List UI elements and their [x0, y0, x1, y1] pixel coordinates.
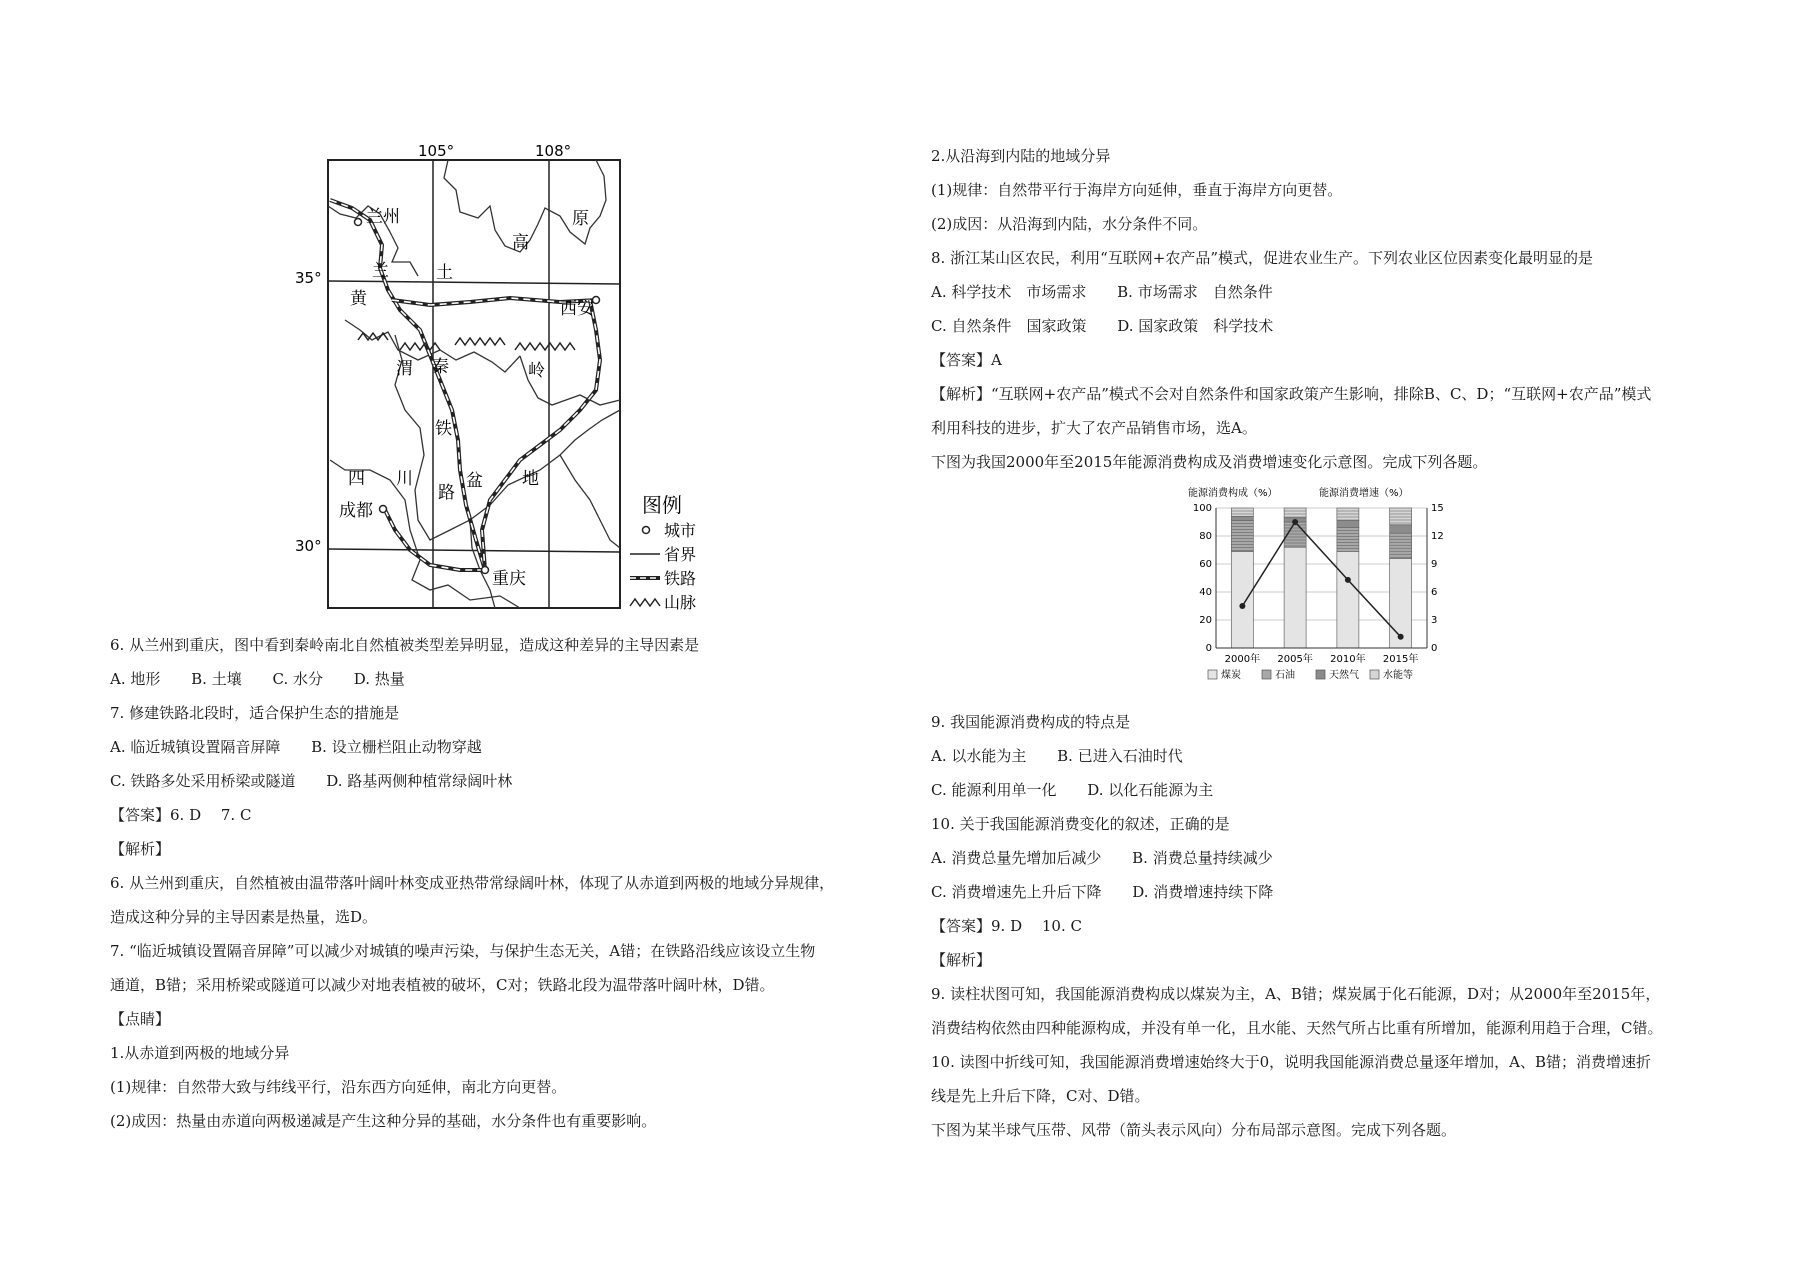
right-tick-label: 3: [1431, 615, 1438, 626]
bar-segment: [1284, 508, 1306, 518]
intro-q9-q10: 下图为我国2000年至2015年能源消费构成及消费增速变化示意图。完成下列各题。: [931, 453, 1488, 471]
option: B. 土壤: [191, 670, 242, 688]
question-6-options: [110, 669, 405, 689]
option: C. 能源利用单一化: [931, 781, 1057, 799]
bar-segment: [1231, 508, 1253, 516]
note-1-cause: (2)成因：热量由赤道向两极递减是产生这种分异的基础，水分条件也有重要影响。: [110, 1112, 657, 1130]
lat-label-30: 30°: [295, 537, 322, 555]
note-2-rule: (1)规律：自然带平行于海岸方向延伸，垂直于海岸方向更替。: [931, 181, 1343, 199]
question-10-options-row1: [931, 848, 1273, 868]
question-8: 8. 浙江某山区农民，利用“互联网+农产品”模式，促进农业生产。下列农业区位因素变化最明显的是: [931, 249, 1593, 267]
note-label: 【点睛】: [110, 1010, 171, 1028]
lon-label-105: 105°: [418, 142, 455, 160]
legend-mountain-symbol: [630, 599, 660, 606]
analysis-8-line1: [931, 384, 1651, 404]
region-char: 兰: [372, 261, 389, 281]
option: C. 铁路多处采用桥梁或隧道: [110, 772, 296, 790]
legend-boundary-label: 省界: [664, 545, 697, 564]
analysis-10-line1: 10. 读图中折线可知，我国能源消费增速始终大于0，说明我国能源消费总量逐年增加，A、B错；消费增速折: [931, 1053, 1652, 1071]
question-7-options-row1: [110, 737, 482, 757]
question-6: 6. 从兰州到重庆，图中看到秦岭南北自然植被类型差异明显，造成这种差异的主导因素是: [110, 636, 700, 654]
map-legend: [630, 493, 696, 612]
legend-label: 石油: [1275, 670, 1295, 681]
note-1-heading: 1.从赤道到两极的地域分异: [110, 1044, 290, 1062]
option: C. 水分: [272, 670, 323, 688]
option: D. 以化石能源为主: [1087, 781, 1214, 799]
bar-segment: [1284, 547, 1306, 648]
city-chengdu-marker: [380, 506, 387, 513]
option: A. 以水能为主: [931, 747, 1027, 765]
option: D. 国家政策 科学技术: [1117, 317, 1274, 335]
right-tick-label: 12: [1431, 531, 1444, 542]
answer-label: 【答案】: [931, 917, 992, 935]
note-2-heading: 2.从沿海到内陆的地域分异: [931, 147, 1111, 165]
right-tick-label: 15: [1431, 503, 1444, 514]
growth-point: [1398, 634, 1404, 640]
question-10-options-row2: [931, 882, 1273, 902]
growth-point: [1239, 603, 1245, 609]
question-7-options-row2: [110, 771, 512, 791]
city-label-lanzhou: 兰州: [366, 207, 400, 227]
province-boundary: [395, 335, 620, 540]
option: B. 消费总量持续减少: [1132, 849, 1273, 867]
analysis-7-line2: 通道，B错；采用桥梁或隧道可以减少对地表植被的破坏，C对；铁路北段为温带落叶阔叶林，D错。: [110, 976, 775, 994]
bar-segment: [1390, 525, 1412, 533]
answer-label: 【答案】: [931, 351, 992, 369]
region-char: 土: [436, 263, 453, 283]
energy-chart: [909, 480, 1819, 700]
option: D. 热量: [353, 670, 405, 688]
note-2-cause: (2)成因：从沿海到内陆，水分条件不同。: [931, 215, 1208, 233]
legend-mountain-label: 山脉: [664, 593, 697, 612]
analysis-text: “互联网+农产品”模式不会对自然条件和国家政策产生影响，排除B、C、D；“互联网+农产品”模式: [991, 385, 1652, 403]
legend-city-symbol: [643, 527, 650, 534]
analysis-9-line1: 9. 读柱状图可知，我国能源消费构成以煤炭为主，A、B错；煤炭属于化石能源，D对；从2000年至2015年，: [931, 985, 1661, 1003]
analysis-7-line1: 7. “临近城镇设置隔音屏障”可以减少对城镇的噪声污染，与保护生态无关，A错；在铁路沿线应该设立生物: [110, 942, 816, 960]
bar-segment: [1231, 551, 1253, 648]
bar-segment: [1337, 521, 1359, 528]
left-tick-label: 100: [1192, 503, 1212, 514]
left-tick-label: 40: [1199, 587, 1212, 598]
analysis-8-line2: 利用科技的进步，扩大了农产品销售市场，选A。: [931, 419, 1257, 437]
legend-label: 煤炭: [1221, 670, 1241, 681]
legend-rail-label: 铁路: [664, 569, 697, 588]
region-char: 铁: [435, 419, 452, 439]
question-10: 10. 关于我国能源消费变化的叙述，正确的是: [931, 815, 1230, 833]
city-lanzhou-marker: [355, 219, 362, 226]
bar-segment: [1231, 516, 1253, 520]
growth-point: [1292, 519, 1298, 525]
region-char: 黄: [350, 289, 367, 309]
city-label-chongqing: 重庆: [492, 569, 526, 589]
province-boundary: [560, 455, 620, 548]
answer-9-10: [931, 916, 1082, 936]
right-tick-label: 6: [1431, 587, 1438, 598]
option: B. 市场需求 自然条件: [1117, 283, 1273, 301]
question-9: 9. 我国能源消费构成的特点是: [931, 713, 1131, 731]
region-char: 高: [512, 233, 529, 253]
region-char: 岭: [528, 361, 545, 381]
analysis-label: 【解析】: [931, 951, 992, 969]
legend-swatch: [1316, 670, 1325, 679]
right-tick-label: 0: [1431, 643, 1438, 654]
legend-title: 图例: [642, 493, 682, 517]
legend-swatch: [1370, 670, 1379, 679]
region-char: 路: [438, 483, 455, 503]
analysis-6-line2: 造成这种分异的主导因素是热量，选D。: [110, 908, 378, 926]
bar-segment: [1337, 551, 1359, 648]
legend-label: 天然气: [1329, 670, 1359, 681]
question-7: 7. 修建铁路北段时，适合保护生态的措施是: [110, 704, 400, 722]
legend-city-label: 城市: [664, 521, 697, 540]
intro-next-questions: 下图为某半球气压带、风带（箭头表示风向）分布局部示意图。完成下列各题。: [931, 1121, 1457, 1139]
left-tick-label: 20: [1199, 615, 1212, 626]
analysis-6-line1: 6. 从兰州到重庆，自然植被由温带落叶阔叶林变成亚热带常绿阔叶林，体现了从赤道到两极的地域分异规律，: [110, 874, 835, 892]
bar-segment: [1337, 508, 1359, 521]
note-1-rule: (1)规律：自然带大致与纬线平行，沿东西方向延伸，南北方向更替。: [110, 1078, 567, 1096]
analysis-9-line2: 消费结构依然由四种能源构成，并没有单一化，且水能、天然气所占比重有所增加，能源利用趋于合理，C错。: [931, 1019, 1663, 1037]
right-axis-title: 能源消费增速（%）: [1319, 488, 1409, 499]
growth-point: [1345, 577, 1351, 583]
analysis-label: 【解析】: [110, 840, 171, 858]
railway-map: [0, 0, 760, 612]
option: A. 地形: [110, 670, 161, 688]
parallel-35: [328, 281, 620, 284]
x-tick-label: 2005年: [1277, 654, 1313, 665]
region-char: 渭: [396, 359, 413, 379]
option: A. 消费总量先增加后减少: [931, 849, 1102, 867]
bar-segment: [1231, 521, 1253, 552]
option: C. 自然条件 国家政策: [931, 317, 1087, 335]
answer-label: 【答案】: [110, 806, 171, 824]
option: C. 消费增速先上升后下降: [931, 883, 1102, 901]
region-char: 四: [348, 469, 365, 489]
parallel-30: [328, 549, 620, 552]
region-char: 秦: [432, 357, 449, 377]
answer-value: A: [991, 351, 1002, 369]
bar-segment: [1390, 508, 1412, 525]
city-label-xian: 西安: [560, 299, 594, 319]
left-tick-label: 0: [1205, 643, 1212, 654]
region-char: 盆: [466, 471, 483, 491]
option: B. 已进入石油时代: [1057, 747, 1183, 765]
answer-value: 6. D 7. C: [170, 806, 252, 824]
city-label-chengdu: 成都: [339, 501, 373, 521]
legend-swatch: [1208, 670, 1217, 679]
option: B. 设立栅栏阻止动物穿越: [311, 738, 482, 756]
left-axis-title: 能源消费构成（%）: [1188, 488, 1278, 499]
left-tick-label: 60: [1199, 559, 1212, 570]
bar-segment: [1390, 533, 1412, 558]
lat-label-35: 35°: [295, 269, 322, 287]
option: A. 临近城镇设置隔音屏障: [110, 738, 281, 756]
legend-label: 水能等: [1383, 670, 1413, 681]
region-char: 原: [572, 209, 589, 229]
lon-label-108: 108°: [535, 142, 572, 160]
option: D. 消费增速持续下降: [1132, 883, 1274, 901]
region-char: 地: [522, 469, 539, 489]
question-9-options-row2: [931, 780, 1213, 800]
region-char: 川: [396, 469, 413, 489]
x-tick-label: 2015年: [1382, 654, 1419, 665]
answer-6-7: [110, 805, 251, 825]
question-8-options-row2: [931, 316, 1273, 336]
option: D. 路基两侧种植常绿阔叶林: [326, 772, 513, 790]
left-tick-label: 80: [1199, 531, 1212, 542]
right-tick-label: 9: [1431, 559, 1438, 570]
legend-swatch: [1262, 670, 1271, 679]
question-8-options-row1: [931, 282, 1273, 302]
city-chongqing-marker: [482, 567, 489, 574]
option: A. 科学技术 市场需求: [931, 283, 1087, 301]
question-9-options-row1: [931, 746, 1183, 766]
answer-8: [931, 350, 1002, 370]
growth-line: [1242, 522, 1400, 637]
x-tick-label: 2010年: [1330, 654, 1366, 665]
analysis-label: 【解析】: [931, 385, 992, 403]
x-tick-label: 2000年: [1224, 654, 1261, 665]
analysis-10-line2: 线是先上升后下降，C对、D错。: [931, 1087, 1150, 1105]
answer-value: 9. D 10. C: [991, 917, 1082, 935]
